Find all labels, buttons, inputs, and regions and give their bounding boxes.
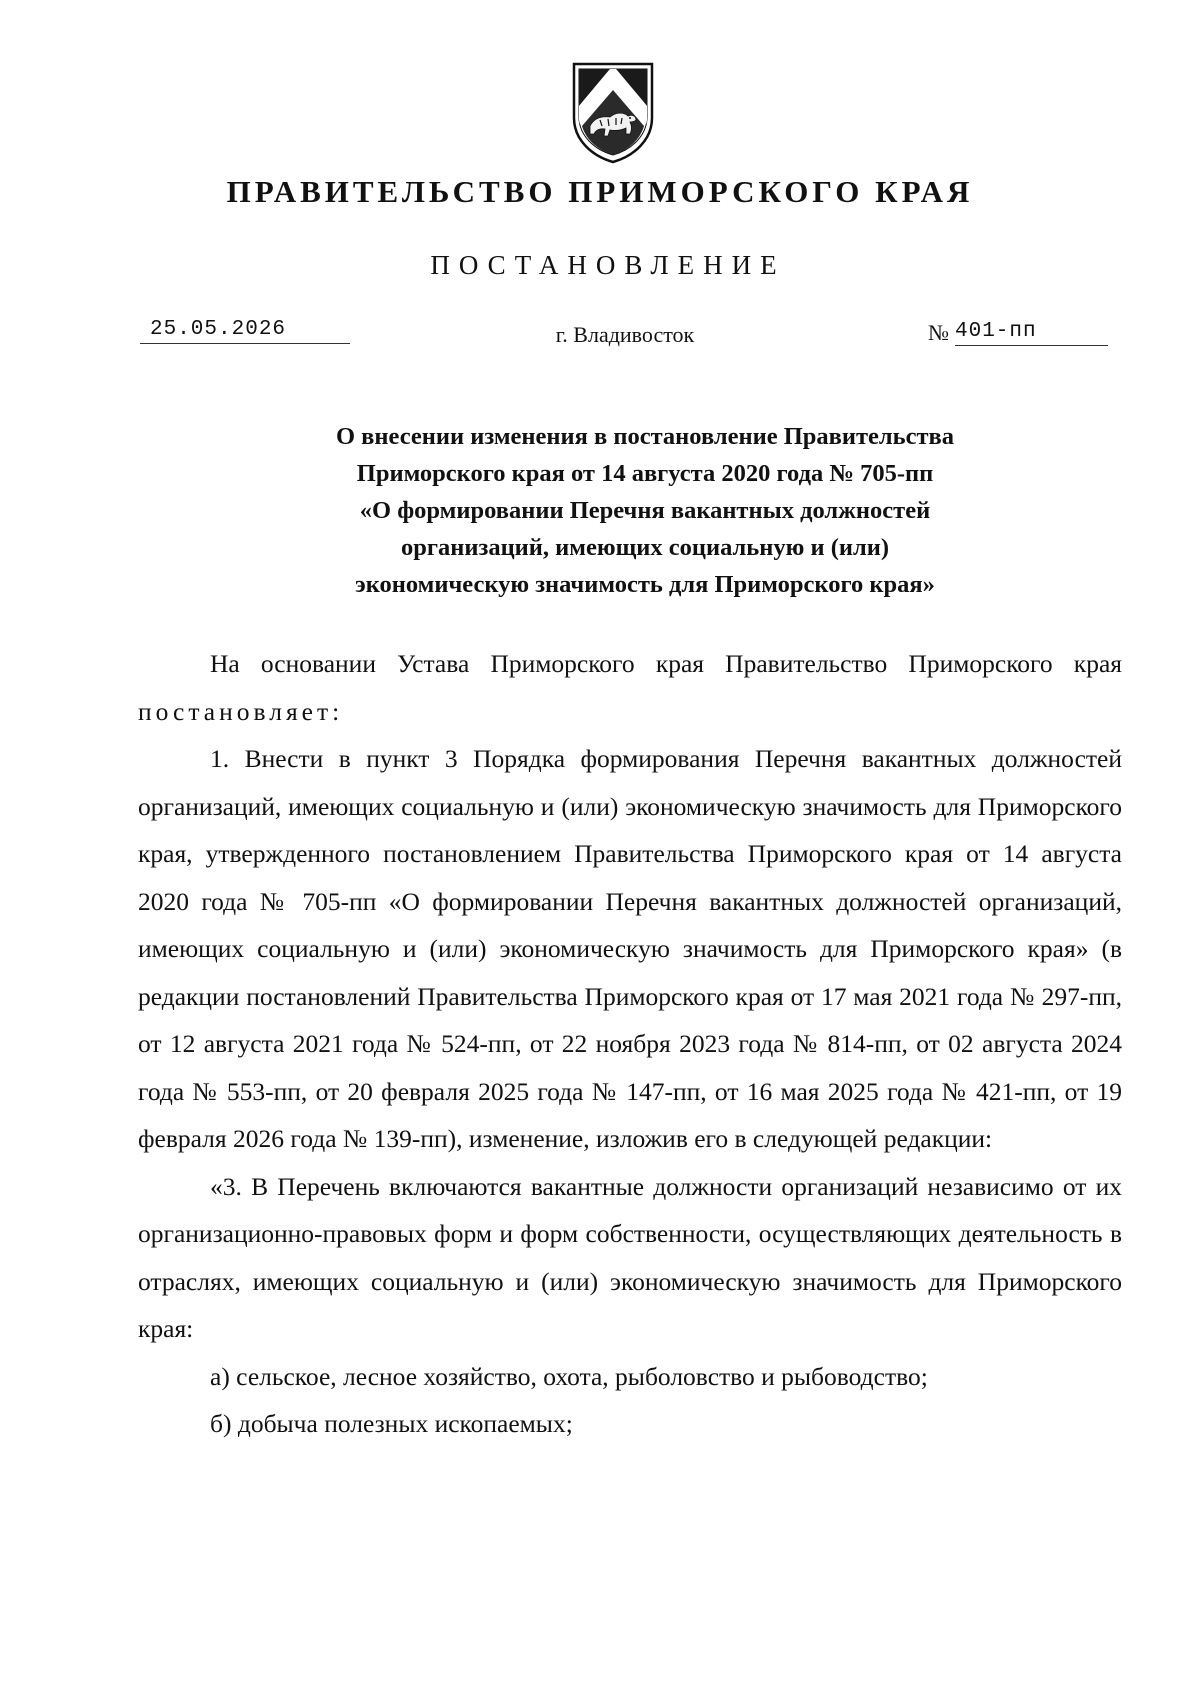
- document-subject: [200, 418, 1090, 603]
- document-number: 401-пп: [955, 320, 1108, 346]
- preamble-paragraph: [138, 640, 1122, 735]
- subject-line: Приморского края от 14 августа 2020 года № 705-пп: [356, 460, 934, 487]
- item-3-paragraph: «3. В Перечень включаются вакантные должности организаций независимо от их организационно-правовых форм и форм собственности, осуществляющих деятельность в отраслях, имеющих социальную и (или) экономическую значимость для Приморского края:: [138, 1171, 1122, 1343]
- subject-line: О внесении изменения в постановление Правительства: [336, 423, 954, 450]
- preamble-decree-word: постановляет:: [138, 696, 344, 726]
- item-1-paragraph: 1. Внести в пункт 3 Порядка формирования Перечня вакантных должностей организаций, имеющих социальную и (или) экономическую значимость для Приморского края, утвержденного постановлением Правительства Приморского края от 14 августа 2020 года № 705-пп «О формировании Перечня вакантных должностей организаций, имеющих социальную и (или) экономическую значимость для Приморского края» (в редакции постановлений Правительства Приморского края от 17 мая 2021 года № 297-пп, от 12 августа 2021 года № 524-пп, от 22 ноября 2023 года № 814-пп, от 02 августа 2024 года № 553-пп, от 20 февраля 2025 года № 147-пп, от 16 мая 2025 года № 421-пп, от 19 февраля 2026 года № 139-пп), изменение, изложив его в следующей редакции:: [138, 744, 1122, 1153]
- document-number-field: [928, 320, 1108, 346]
- preamble-text: На основании Устава Приморского края Правительство Приморского края: [210, 649, 1122, 678]
- subject-line: «О формировании Перечня вакантных должностей: [359, 497, 931, 524]
- document-city: г. Владивосток: [555, 322, 695, 347]
- subitem-b-paragraph: б) добыча полезных ископаемых;: [210, 1409, 573, 1438]
- document-body: [138, 640, 1122, 1448]
- subitem-a-paragraph: а) сельское, лесное хозяйство, охота, рыболовство и рыбоводство;: [210, 1361, 928, 1391]
- document-kind-title: ПОСТАНОВЛЕНИЕ: [430, 250, 786, 280]
- government-title: ПРАВИТЕЛЬСТВО ПРИМОРСКОГО КРАЯ: [226, 174, 974, 209]
- coat-of-arms-emblem: [570, 60, 656, 164]
- document-date: 25.05.2026: [140, 318, 350, 344]
- subject-line: организаций, имеющих социальную и (или): [400, 534, 890, 561]
- subject-line: экономическую значимость для Приморского края»: [355, 571, 935, 598]
- number-sign: №: [928, 320, 949, 345]
